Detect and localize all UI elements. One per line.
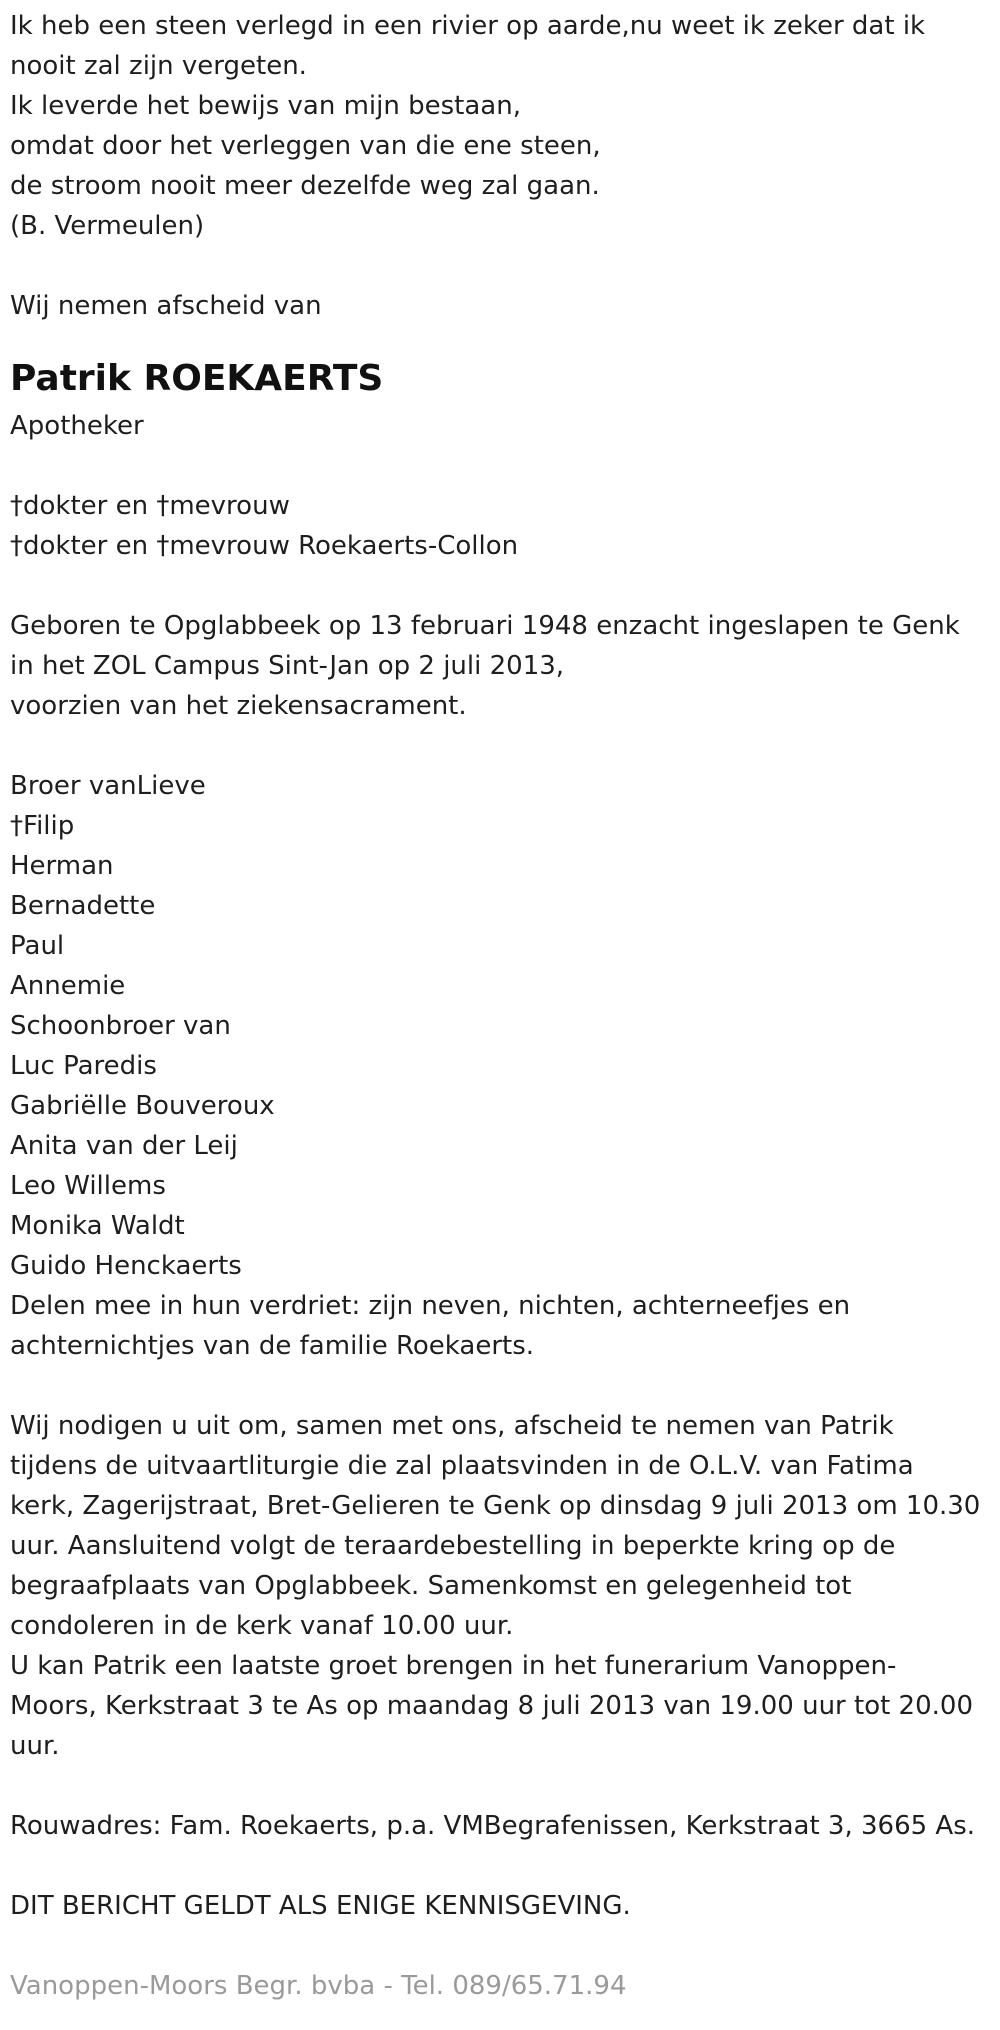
invitation-line: begraafplaats van Opglabbeek. Samenkomst en gelegenheid tot [10, 1571, 852, 1601]
invitation-line: uur. Aansluitend volgt de teraardebestelling in beperkte kring op de [10, 1531, 896, 1561]
family-list [10, 766, 1000, 1366]
family-line: Annemie [10, 971, 126, 1001]
spacer [10, 726, 1000, 766]
invitation-line: condoleren in de kerk vanaf 10.00 uur. [10, 1611, 514, 1641]
poem-line: Ik heb een steen verlegd in een rivier op aarde,nu weet ik zeker dat ik [10, 11, 926, 41]
family-line: Guido Henckaerts [10, 1251, 242, 1281]
parents [10, 486, 1000, 566]
family-line: †Filip [10, 811, 75, 841]
spacer [10, 1846, 1000, 1886]
spacer [10, 246, 1000, 286]
family-line: Delen mee in hun verdriet: zijn neven, nichten, achterneefjes en [10, 1291, 851, 1321]
poem-line: Ik leverde het bewijs van mijn bestaan, [10, 91, 521, 121]
birth-death-line: in het ZOL Campus Sint-Jan op 2 juli 2013, [10, 651, 565, 681]
family-line: Bernadette [10, 891, 156, 921]
poem [10, 6, 1000, 246]
family-line: Broer vanLieve [10, 771, 206, 801]
invitation-line: kerk, Zagerijstraat, Bret-Gelieren te Genk op dinsdag 9 juli 2013 om 10.30 [10, 1491, 981, 1521]
poem-line: nooit zal zijn vergeten. [10, 51, 307, 81]
spacer [10, 1366, 1000, 1406]
birth-death-line: voorzien van het ziekensacrament. [10, 691, 467, 721]
family-line: Leo Willems [10, 1171, 166, 1201]
spacer [10, 1926, 1000, 1966]
family-line: Luc Paredis [10, 1051, 157, 1081]
family-line: Schoonbroer van [10, 1011, 231, 1041]
spacer [10, 446, 1000, 486]
invitation-line: Wij nodigen u uit om, samen met ons, afscheid te nemen van Patrik [10, 1411, 894, 1441]
family-line: Monika Waldt [10, 1211, 185, 1241]
family-line: Anita van der Leij [10, 1131, 238, 1161]
poem-line: omdat door het verleggen van die ene steen, [10, 131, 601, 161]
poem-author: (B. Vermeulen) [10, 211, 205, 241]
invitation-line: U kan Patrik een laatste groet brengen in het funerarium Vanoppen- [10, 1651, 897, 1681]
parents-line: †dokter en †mevrouw [10, 491, 290, 521]
family-line: Herman [10, 851, 114, 881]
birth-death-line: Geboren te Opglabbeek op 13 februari 1948 enzacht ingeslapen te Genk [10, 611, 960, 641]
notice-text: DIT BERICHT GELDT ALS ENIGE KENNISGEVING. [10, 1891, 631, 1921]
family-line: Gabriëlle Bouveroux [10, 1091, 275, 1121]
intro-text: Wij nemen afscheid van [10, 291, 322, 321]
invitation-line: tijdens de uitvaartliturgie die zal plaatsvinden in de O.L.V. van Fatima [10, 1451, 914, 1481]
parents-line: †dokter en †mevrouw Roekaerts-Collon [10, 531, 519, 561]
invitation-line: uur. [10, 1731, 60, 1761]
spacer [10, 326, 1000, 348]
poem-line: de stroom nooit meer dezelfde weg zal gaan. [10, 171, 600, 201]
invitation [10, 1406, 1000, 1766]
spacer [10, 1766, 1000, 1806]
spacer [10, 566, 1000, 606]
deceased-name: Patrik ROEKAERTS [10, 358, 384, 399]
family-line: achternichtjes van de familie Roekaerts. [10, 1331, 535, 1361]
deceased-profession: Apotheker [10, 411, 144, 441]
funeral-home-footer: Vanoppen-Moors Begr. bvba - Tel. 089/65.71.94 [10, 1971, 627, 2001]
invitation-line: Moors, Kerkstraat 3 te As op maandag 8 juli 2013 van 19.00 uur tot 20.00 [10, 1691, 973, 1721]
family-line: Paul [10, 931, 65, 961]
mourning-address: Rouwadres: Fam. Roekaerts, p.a. VMBegrafenissen, Kerkstraat 3, 3665 As. [10, 1811, 976, 1841]
birth-death-info [10, 606, 1000, 726]
